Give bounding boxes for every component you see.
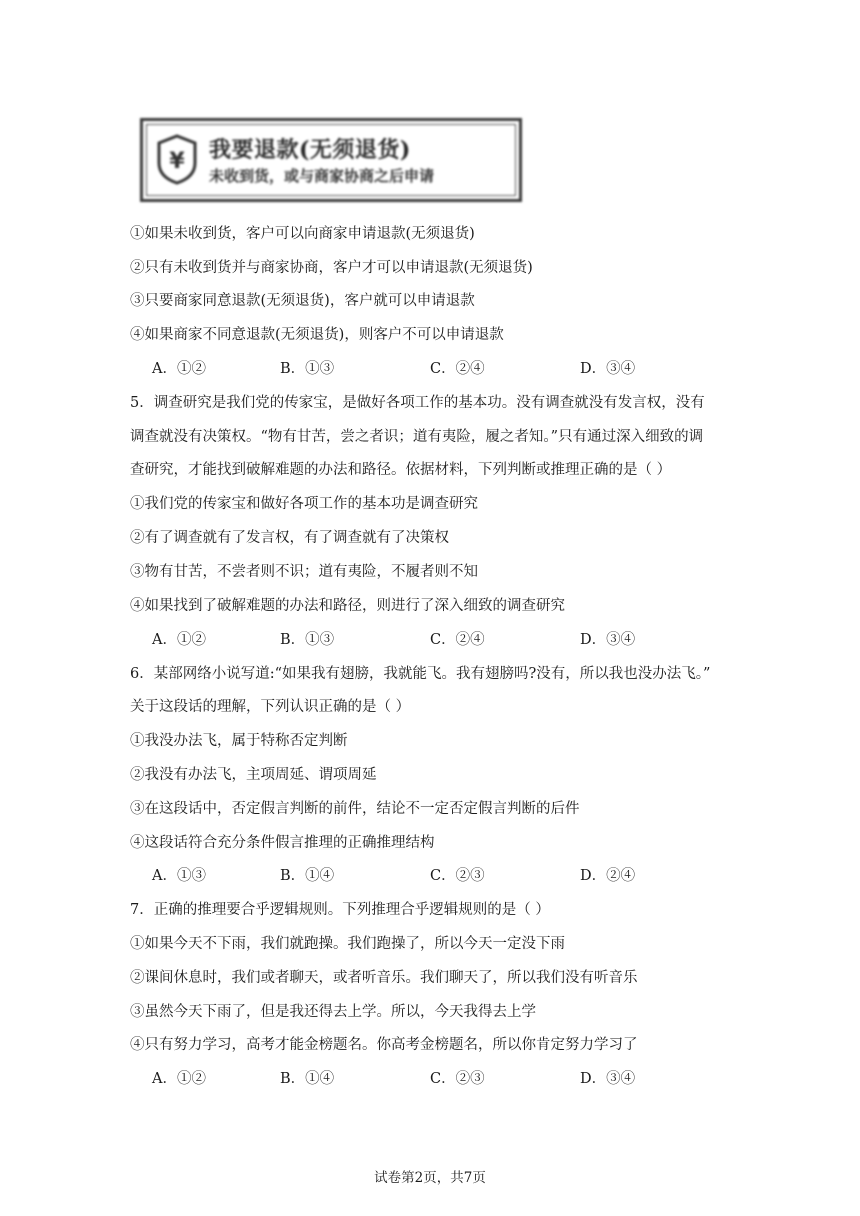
q4-option-c[interactable]: C．②④ (430, 361, 485, 377)
q6-statement-1: ①我没办法飞，属于特称否定判断 (130, 733, 348, 749)
q7-option-a[interactable]: A．①② (152, 1071, 206, 1087)
q5-option-a[interactable]: A．①② (152, 632, 206, 648)
q7-option-c[interactable]: C．②③ (430, 1071, 485, 1087)
q4-statement-3: ③只要商家同意退款(无须退货)，客户就可以申请退款 (130, 293, 475, 309)
page-footer: 试卷第2页，共7页 (374, 1170, 486, 1186)
q4-option-d[interactable]: D．③④ (580, 361, 636, 377)
q5-statement-4: ④如果找到了破解难题的办法和路径，则进行了深入细致的调查研究 (130, 598, 565, 614)
q6-stem-line-1: 6．某部网络小说写道:“如果我有翅膀，我就能飞。我有翅膀吗?没有，所以我也没办法飞。” (130, 666, 711, 682)
q6-statement-4: ④这段话符合充分条件假言推理的正确推理结构 (130, 835, 435, 851)
q5-stem-line-3: 查研究，才能找到破解难题的办法和路径。依据材料，下列判断或推理正确的是（ ） (130, 462, 672, 478)
q7-statement-2: ②课间休息时，我们或者聊天，或者听音乐。我们聊天了，所以我们没有听音乐 (130, 970, 638, 986)
q4-statement-1: ①如果未收到货，客户可以向商家申请退款(无须退货) (130, 226, 475, 242)
q6-option-c[interactable]: C．②③ (430, 868, 485, 884)
q5-option-b[interactable]: B．①③ (280, 632, 335, 648)
q5-statement-3: ③物有甘苦，不尝者则不识；道有夷险，不履者则不知 (130, 564, 478, 580)
q6-statement-2: ②我没有办法飞，主项周延、谓项周延 (130, 767, 377, 783)
q5-statement-2: ②有了调查就有了发言权，有了调查就有了决策权 (130, 530, 449, 546)
q6-option-b[interactable]: B．①④ (280, 868, 335, 884)
q5-statement-1: ①我们党的传家宝和做好各项工作的基本功是调查研究 (130, 496, 478, 512)
q6-stem-line-2: 关于这段话的理解，下列认识正确的是（ ） (130, 699, 411, 715)
q7-statement-4: ④只有努力学习，高考才能金榜题名。你高考金榜题名，所以你肯定努力学习了 (130, 1037, 638, 1053)
q6-option-a[interactable]: A．①③ (152, 868, 206, 884)
q7-statement-1: ①如果今天不下雨，我们就跑操。我们跑操了，所以今天一定没下雨 (130, 936, 565, 952)
yen-shield-icon (155, 133, 199, 185)
q7-statement-3: ③虽然今天下雨了，但是我还得去上学。所以，今天我得去上学 (130, 1004, 536, 1020)
banner-title: 我要退款(无须退货) (209, 137, 411, 163)
q4-statement-2: ②只有未收到货并与商家协商，客户才可以申请退款(无须退货) (130, 260, 533, 276)
q6-statement-3: ③在这段话中，否定假言判断的前件，结论不一定否定假言判断的后件 (130, 801, 580, 817)
q5-stem-line-1: 5．调查研究是我们党的传家宝，是做好各项工作的基本功。没有调查就没有发言权，没有 (130, 395, 705, 411)
q5-option-d[interactable]: D．③④ (580, 632, 636, 648)
q7-stem-line-1: 7．正确的推理要合乎逻辑规则。下列推理合乎逻辑规则的是（ ） (130, 902, 550, 918)
banner-subtitle: 未收到货，或与商家协商之后申请 (209, 167, 435, 185)
refund-banner-image (140, 118, 522, 202)
q4-option-b[interactable]: B．①③ (280, 361, 335, 377)
q4-option-a[interactable]: A．①② (152, 361, 206, 377)
q5-option-c[interactable]: C．②④ (430, 632, 485, 648)
q7-option-b[interactable]: B．①④ (280, 1071, 335, 1087)
q7-option-d[interactable]: D．③④ (580, 1071, 636, 1087)
q6-option-d[interactable]: D．②④ (580, 868, 636, 884)
svg-text:¥: ¥ (169, 149, 185, 174)
q5-stem-line-2: 调查就没有决策权。“物有甘苦，尝之者识；道有夷险，履之者知。”只有通过深入细致的调 (130, 429, 704, 445)
q4-statement-4: ④如果商家不同意退款(无须退货)，则客户不可以申请退款 (130, 327, 504, 343)
